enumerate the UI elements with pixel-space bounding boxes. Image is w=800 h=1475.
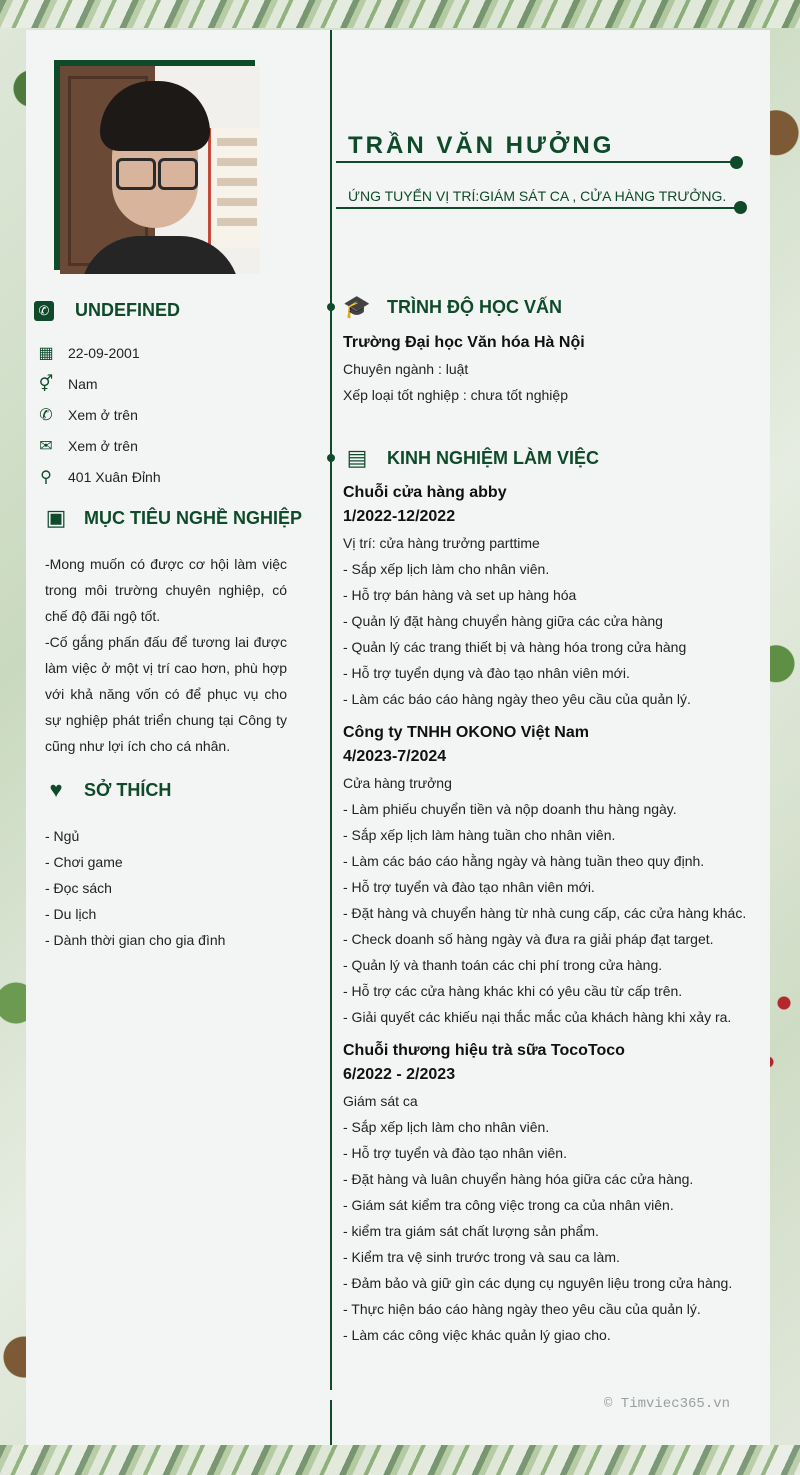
job-tasks [343,1114,732,1348]
book-icon: ▤ [346,445,368,470]
phone-icon: ✆ [34,301,54,321]
job-dates: 4/2023-7/2024 [343,748,447,765]
education-school: Trường Đại học Văn hóa Hà Nội [343,334,585,351]
job-tasks [343,556,691,712]
list-item: - Sắp xếp lịch làm hàng tuần cho nhân viên. [343,827,616,843]
calendar-icon: ▦ [38,345,54,362]
avatar-photo [60,66,260,274]
experience-heading: ▤ KINH NGHIỆM LÀM VIỆC [343,445,599,471]
email-icon: ✉ [39,438,53,455]
list-item: - Đặt hàng và luân chuyển hàng hóa giữa các cửa hàng. [343,1171,694,1187]
job-company: Chuỗi thương hiệu trà sữa TocoToco [343,1042,625,1059]
briefcase-icon: ▣ [45,505,67,530]
list-item: - Chơi game [45,854,123,870]
graduation-cap-icon: 🎓 [343,294,371,319]
leaf-border-top [0,0,800,28]
list-item: - Hỗ trợ các cửa hàng khác khi có yêu cầu từ cấp trên. [343,983,683,999]
candidate-name: TRẦN VĂN HƯỞNG [348,132,615,159]
position-underline [336,207,740,209]
list-item: - Giải quyết các khiếu nại thắc mắc của khách hàng khi xảy ra. [343,1009,732,1025]
job-dates: 6/2022 - 2/2023 [343,1066,456,1083]
timeline-line [330,30,332,1390]
list-item: - Làm các báo cáo hàng ngày theo yêu cầu của quản lý. [343,691,691,707]
job-company: Công ty TNHH OKONO Việt Nam [343,724,589,741]
position-title: ỨNG TUYỂN VỊ TRÍ:GIÁM SÁT CA , CỬA HÀNG TRƯỞNG. [348,188,727,204]
position-underline-dot [734,201,747,214]
contact-heading: ✆ UNDEFINED [34,300,180,321]
hobbies-list [45,823,225,953]
leaf-border-bottom [0,1445,800,1475]
info-email: ✉ Xem ở trên [36,436,138,456]
list-item: - Quản lý và thanh toán các chi phí trong cửa hàng. [343,957,663,973]
list-item: - Làm các báo cáo hằng ngày và hàng tuần theo quy định. [343,853,705,869]
list-item: - Hỗ trợ tuyển và đào tạo nhân viên. [343,1145,567,1161]
list-item: - Kiểm tra vệ sinh trước trong và sau ca làm. [343,1249,620,1265]
job-role: Cửa hàng trưởng [343,775,452,791]
list-item: - Hỗ trợ tuyển và đào tạo nhân viên mới. [343,879,595,895]
list-item: - Làm các công việc khác quản lý giao cho. [343,1327,611,1343]
name-underline [336,161,736,163]
timeline-line-lower [330,1400,332,1445]
objective-text: -Mong muốn có được cơ hội làm việc trong môi trường chuyên nghiệp, có chế độ đãi ngộ tốt. [45,556,287,624]
phone-icon: ✆ [39,407,53,424]
timeline-dot-experience [327,454,335,462]
job-role: Giám sát ca [343,1093,418,1109]
gender-icon: ⚥ [38,376,54,393]
timeline-dot-education [327,303,335,311]
list-item: - Quản lý các trang thiết bị và hàng hóa trong cửa hàng [343,639,687,655]
list-item: - Đặt hàng và chuyển hàng từ nhà cung cấp, các cửa hàng khác. [343,905,747,921]
location-icon: ⚲ [40,469,52,486]
job-tasks [343,796,746,1030]
list-item: - Đảm bảo và giữ gìn các dụng cụ nguyên liệu trong cửa hàng. [343,1275,733,1291]
job-company: Chuỗi cửa hàng abby [343,484,507,501]
name-underline-dot [730,156,743,169]
education-major: Chuyên ngành : luật [343,361,469,377]
list-item: - Hỗ trợ tuyển dụng và đào tạo nhân viên mới. [343,665,630,681]
info-address: ⚲ 401 Xuân Đỉnh [36,467,161,487]
list-item: - Đọc sách [45,880,112,896]
job-dates: 1/2022-12/2022 [343,508,456,525]
list-item: - Hỗ trợ bán hàng và set up hàng hóa [343,587,577,603]
list-item: - Thực hiện báo cáo hàng ngày theo yêu cầu của quản lý. [343,1301,701,1317]
objective-heading: ▣ MỤC TIÊU NGHỀ NGHIỆP [42,505,302,531]
list-item: - Ngủ [45,828,80,844]
job-role: Vị trí: cửa hàng trưởng parttime [343,535,540,551]
list-item: - Dành thời gian cho gia đình [45,932,226,948]
list-item: - Quản lý đặt hàng chuyển hàng giữa các cửa hàng [343,613,663,629]
info-gender: ⚥ Nam [36,374,98,394]
objective-text-2: -Cố gắng phấn đấu để tương lai được làm việc ở một vị trí cao hơn, phù hợp với khả năng vốn có để phục vụ cho sự nghiệp phát triển chung tại Công ty cũng như lợi ích cho cá nhân. [45,634,287,754]
list-item: - Làm phiếu chuyển tiền và nộp doanh thu hàng ngày. [343,801,677,817]
education-heading: 🎓 TRÌNH ĐỘ HỌC VẤN [343,294,562,319]
hobbies-heading: ♥ SỞ THÍCH [42,777,171,803]
list-item: - Giám sát kiểm tra công việc trong ca của nhân viên. [343,1197,674,1213]
info-birthday: ▦ 22-09-2001 [36,343,140,363]
list-item: - kiểm tra giám sát chất lượng sản phẩm. [343,1223,599,1239]
watermark: © Timviec365.vn [604,1396,731,1412]
list-item: - Sắp xếp lịch làm cho nhân viên. [343,1119,550,1135]
list-item: - Du lịch [45,906,97,922]
list-item: - Sắp xếp lịch làm cho nhân viên. [343,561,550,577]
list-item: - Check doanh số hàng ngày và đưa ra giải pháp đạt target. [343,931,714,947]
heart-icon: ♥ [49,777,63,802]
info-phone: ✆ Xem ở trên [36,405,138,425]
education-grade: Xếp loại tốt nghiệp : chưa tốt nghiệp [343,387,568,403]
